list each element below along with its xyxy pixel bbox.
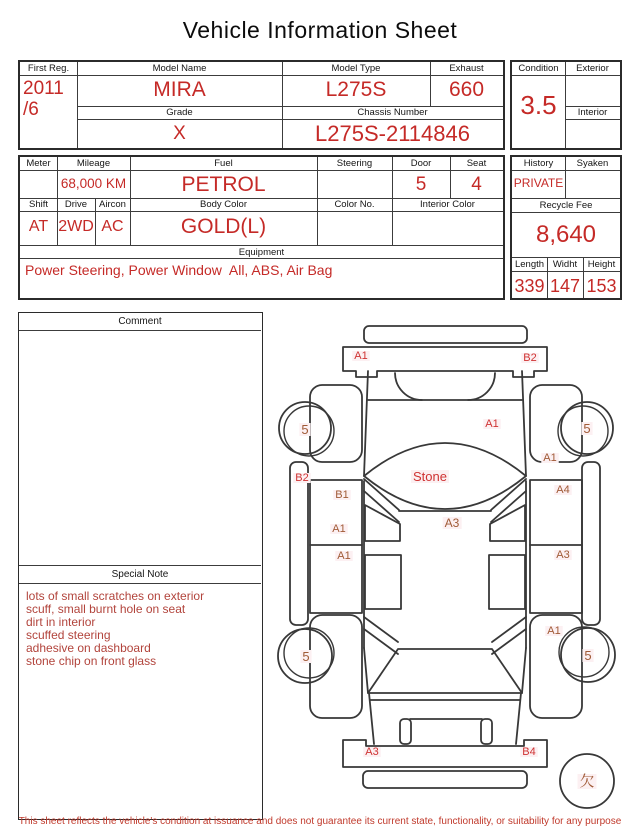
special-note-line: stone chip on front glass [26,653,157,668]
model-type-value: L275S [325,78,387,101]
damage-label-front-panel-left: A1 [354,350,368,362]
damage-label-rear-bumper-right: B4 [522,746,536,758]
divider [20,245,503,246]
comment-title: Comment [118,316,162,327]
divider [20,258,503,259]
fuel-value: PETROL [181,173,266,196]
history-header: History [523,158,554,169]
height-value: 153 [586,276,617,296]
mileage-header: Mileage [76,158,111,169]
damage-label-right-rear-door: A3 [556,549,570,561]
width-value: 147 [549,276,581,296]
exhaust-value: 660 [448,78,485,101]
divider [512,75,620,76]
door-header: Door [410,158,432,169]
condition-value: 3.5 [520,90,557,120]
damage-label-hood: A1 [485,418,499,430]
page-title: Vehicle Information Sheet [182,17,458,43]
car-damage-diagram [280,315,640,805]
special-note-line: scuffed steering [26,627,111,642]
body-color-header: Body Color [200,199,247,210]
car-outline [278,326,615,808]
aircon-value: AC [101,218,124,235]
first-reg-value [23,78,77,120]
damage-label-front-panel-right: B2 [523,352,537,364]
equipment-value: Power Steering, Power Window All, ABS, Air Bag [25,262,333,278]
height-header: Height [587,259,616,270]
divider [512,257,620,258]
aircon-header: Aircon [99,199,126,210]
damage-label-windshield: Stone [413,469,447,484]
history-value: PRIVATE [513,176,564,190]
equipment-header: Equipment [238,247,285,258]
color-no-header: Color No. [334,199,375,210]
special-note-line: lots of small scratches on exterior [26,589,205,603]
divider [19,330,261,331]
recycle-fee-value: 8,640 [535,221,597,248]
meter-header: Meter [26,158,51,169]
drive-header: Drive [64,199,88,210]
body-color-value: GOLD(L) [180,215,267,238]
damage-label-right-rear-quarter: A1 [547,625,561,637]
divider [512,198,620,199]
seat-value: 4 [471,174,482,195]
special-note-line: dirt in interior [26,614,96,629]
mileage-value: 68,000 KM [60,176,127,191]
grade-header: Grade [166,107,193,118]
shift-value: AT [28,218,49,235]
exhaust-header: Exhaust [449,63,484,74]
fuel-header: Fuel [214,158,233,169]
damage-label-left-front-door: A1 [332,523,346,535]
damage-label-rear-left-wheel: 5 [302,649,310,664]
grade-value: X [173,123,186,144]
damage-label-front-left-wheel: 5 [301,422,309,437]
divider [512,170,620,171]
comment-box [18,312,263,820]
damage-label-roof: A3 [444,516,460,530]
condition-table [510,60,622,150]
divider [19,565,261,566]
seat-header: Seat [466,158,487,169]
exterior-header: Exterior [576,63,609,74]
damage-labels [293,350,596,790]
damage-label-right-front-pillar: A1 [543,452,557,464]
divider [77,119,503,120]
chassis-number-value: L275S-2114846 [315,121,470,146]
special-note-list [26,590,256,667]
length-value: 339 [514,276,545,296]
model-name-value: MIRA [153,78,206,101]
special-note-title: Special Note [111,569,169,580]
special-note-line: scuff, small burnt hole on seat [26,601,186,616]
first-reg-month: /6 [23,99,39,120]
divider [20,170,503,171]
damage-label-left-front-door-top: B1 [335,489,349,501]
divider [20,211,503,212]
length-header: Length [514,259,545,270]
first-reg-header: First Reg. [27,63,70,74]
syaken-header: Syaken [576,158,609,169]
drive-value: 2WD [58,218,94,235]
damage-label-missing-parts-circle: 欠 [579,773,595,790]
registration-table [18,60,505,150]
divider [19,583,261,584]
interior-header: Interior [577,107,608,118]
divider [565,119,620,120]
model-name-header: Model Name [152,63,207,74]
damage-label-rear-bumper-left: A3 [365,746,379,758]
shift-header: Shift [28,199,48,210]
damage-label-front-right-wheel: 5 [583,421,591,436]
divider [565,62,566,148]
divider [512,271,620,272]
recycle-fee-header: Recycle Fee [539,200,593,211]
special-note-line: adhesive on dashboard [26,640,151,655]
damage-label-rear-right-wheel: 5 [584,648,592,663]
first-reg-year: 2011 [23,78,64,99]
damage-label-right-front-door-top: A4 [556,484,570,496]
interior-color-header: Interior Color [420,199,475,210]
width-header: Widht [552,259,578,270]
damage-label-left-rear-door: A1 [337,550,351,562]
damage-label-left-sill: B2 [295,472,309,484]
door-value: 5 [415,174,427,195]
model-type-header: Model Type [331,63,381,74]
disclaimer: This sheet reflects the vehicle's condition at issuance and does not guarantee its current state, functionality, or suitability for any purpose [18,816,622,827]
chassis-number-header: Chassis Number [357,107,428,118]
steering-header: Steering [336,158,373,169]
condition-header: Condition [518,63,559,74]
divider [512,212,620,213]
spec-table [18,155,505,300]
dimensions-table [510,155,622,300]
